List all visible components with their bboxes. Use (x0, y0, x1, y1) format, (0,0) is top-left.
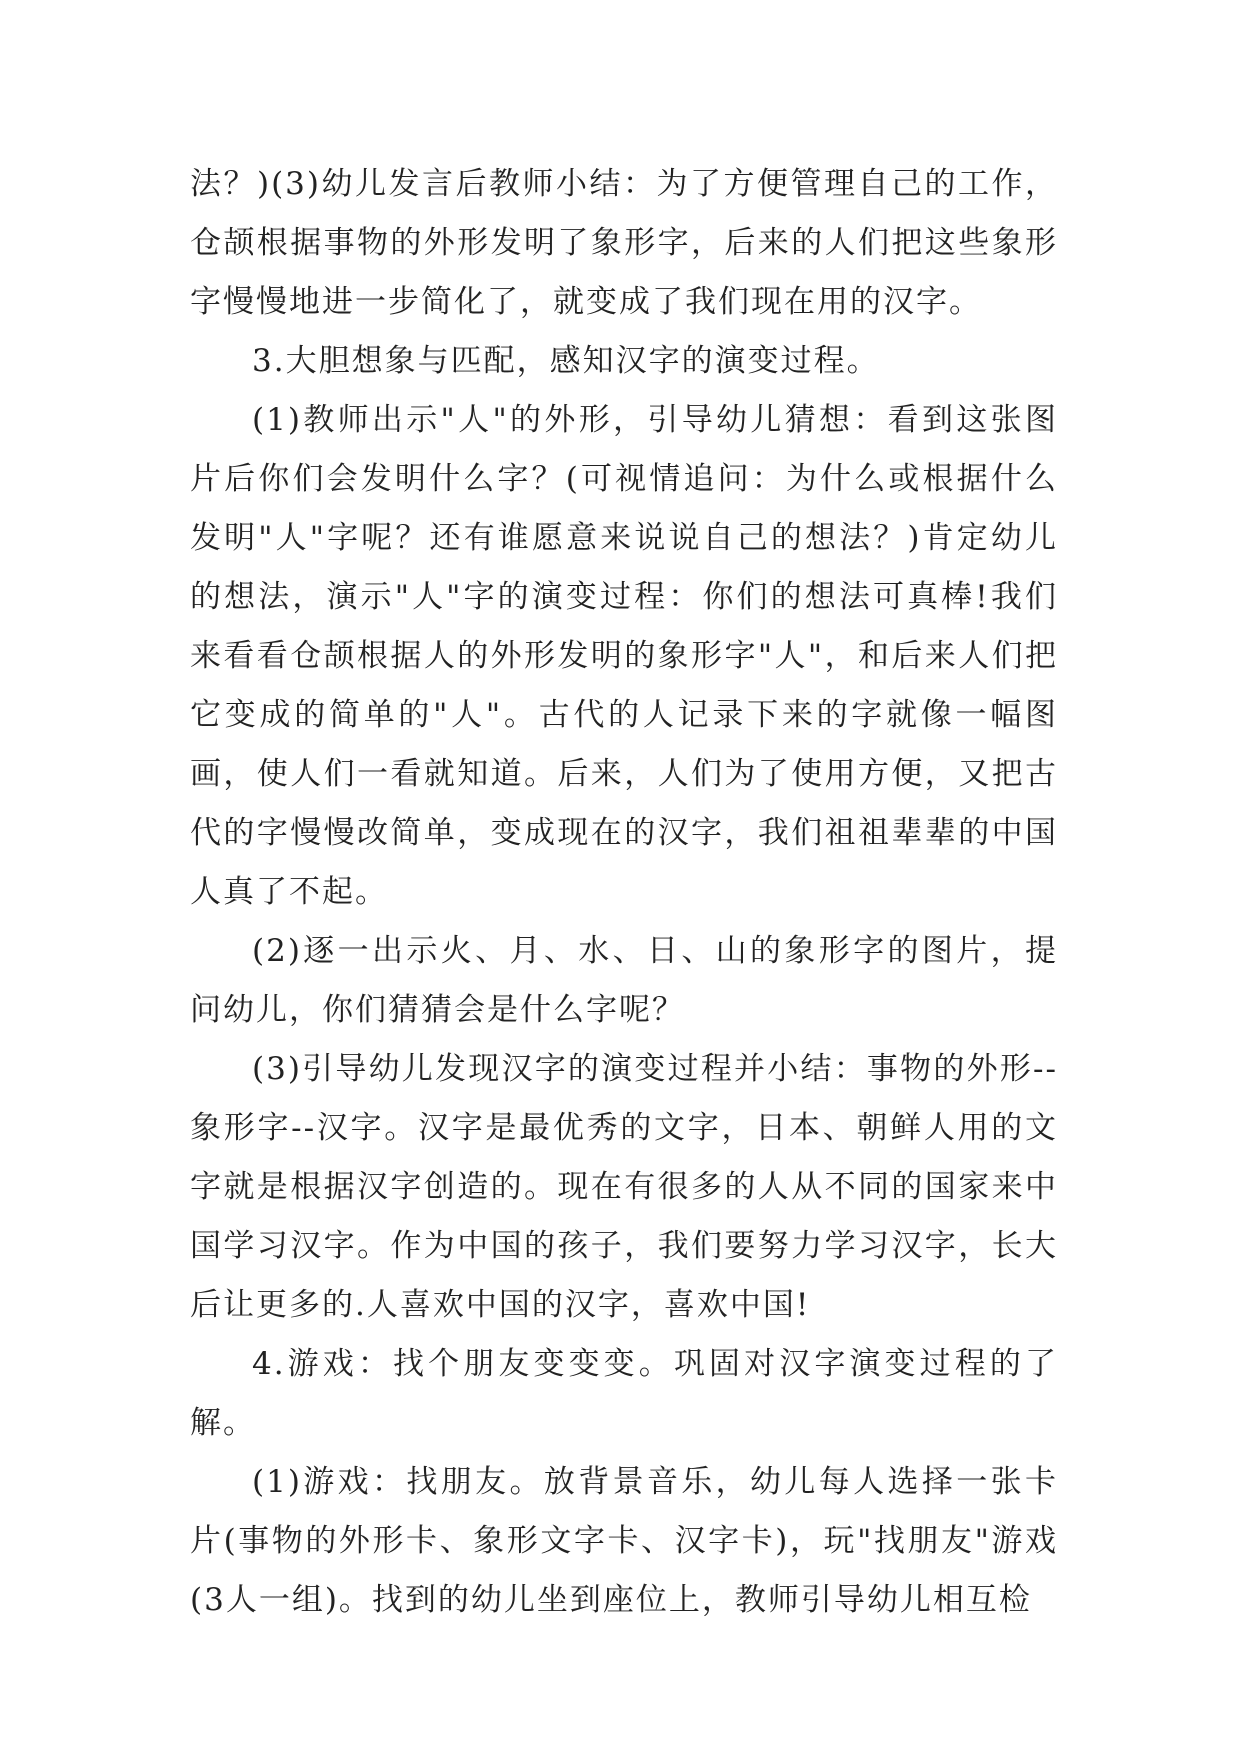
paragraph-7: (1)游戏：找朋友。放背景音乐，幼儿每人选择一张卡片(事物的外形卡、象形文字卡、汉字卡)，玩"找朋友"游戏(3人一组)。找到的幼儿坐到座位上，教师引导幼儿相互检 (190, 1464, 1058, 1618)
paragraph-3: (1)教师出示"人"的外形，引导幼儿猜想：看到这张图片后你们会发明什么字？(可视情追问：为什么或根据什么发明"人"字呢？还有谁愿意来说说自己的想法？)肯定幼儿的想法，演示"人"字的演变过程：你们的想法可真棒!我们来看看仓颉根据人的外形发明的象形字"人"，和后来人们把它变成的简单的"人"。古代的人记录下来的字就像一幅图画，使人们一看就知道。后来，人们为了使用方便，又把古代的字慢慢改简单，变成现在的汉字，我们祖祖辈辈的中国人真了不起。 (190, 402, 1058, 910)
paragraph-5: (3)引导幼儿发现汉字的演变过程并小结：事物的外形--象形字--汉字。汉字是最优秀的文字，日本、朝鲜人用的文字就是根据汉字创造的。现在有很多的人从不同的国家来中国学习汉字。作为中国的孩子，我们要努力学习汉字，长大后让更多的.人喜欢中国的汉字，喜欢中国! (190, 1051, 1058, 1323)
paragraph-2-heading: 3.大胆想象与匹配，感知汉字的演变过程。 (252, 343, 880, 379)
paragraph-6-heading: 4.游戏：找个朋友变变变。巩固对汉字演变过程的了解。 (190, 1346, 1058, 1441)
paragraph-1: 法？)(3)幼儿发言后教师小结：为了方便管理自己的工作，仓颉根据事物的外形发明了象形字，后来的人们把这些象形字慢慢地进一步简化了，就变成了我们现在用的汉字。 (190, 166, 1058, 320)
paragraph-4: (2)逐一出示火、月、水、日、山的象形字的图片，提问幼儿，你们猜猜会是什么字呢？ (190, 933, 1058, 1028)
document-body (190, 155, 1058, 1630)
